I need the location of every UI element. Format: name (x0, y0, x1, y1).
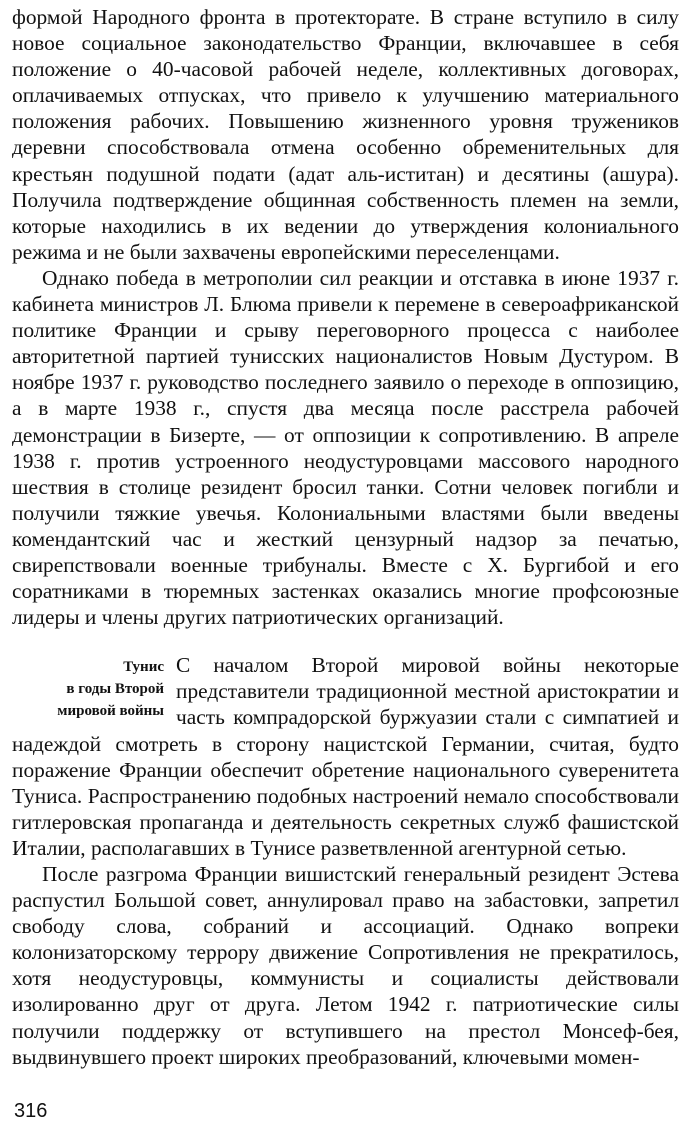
paragraph-4: После разгрома Франции вишистский генеральный резидент Эстева распустил Большой совет, аннулировал право на забастовки, запретил свободу слова, собраний и ассоциаций. Однако вопреки колонизаторскому террору движение Сопротивления не прекратилось, хотя неодустуровцы, коммунисты и социалисты действовали изолированно друг от друга. Летом 1942 г. патриотические силы получили поддержку от вступившего на престол Монсеф-бея, выдвинувшего проект широких преобразований, ключевыми момен- (12, 862, 679, 1069)
page-number: 316 (14, 1100, 48, 1122)
section-tunisia-ww2 (12, 652, 679, 1070)
side-heading-line-2: в годы Второй (66, 681, 164, 698)
side-heading (12, 656, 164, 722)
page-body (12, 4, 679, 1070)
paragraph-1: формой Народного фронта в протекторате. В стране вступило в силу новое социальное законодательство Франции, включавшее в себя положение о 40-часовой рабочей неделе, коллективных договорах, оплачиваемых отпусках, что привело к улучшению материального положения рабочих. Повышению жизненного уровня тружеников деревни способствовала отмена особенно обременительных для крестьян подушной подати (адат аль-иститан) и десятины (ашура). Получила подтверждение общинная собственность племен на земли, которые находились в их ведении до утверждения колониального режима и не были захвачены европейскими переселенцами. (12, 5, 679, 264)
paragraph-3: С началом Второй мировой войны некоторые представители традиционной местной аристократии и часть компрадорской буржуазии стали с симпатией и надеждой смотреть в сторону нацистской Германии, считая, будто поражение Франции обеспечит обретение национального суверенитета Туниса. Распространению подобных настроений немало способствовали гитлеровская пропаганда и деятельность секретных служб фашистской Италии, располагавших в Тунисе разветвленной агентурной сетью. (12, 653, 679, 860)
side-heading-line-3: мировой войны (57, 703, 164, 720)
paragraph-2: Однако победа в метрополии сил реакции и отставка в июне 1937 г. кабинета министров Л. Блюма привели к перемене в североафриканской политике Франции и срыву переговорного процесса с наиболее авторитетной партией тунисских националистов Новым Дустуром. В ноябре 1937 г. руководство последнего заявило о переходе в оппозицию, а в марте 1938 г., спустя два месяца после расстрела рабочей демонстрации в Бизерте, — от оппозиции к сопротивлению. В апреле 1938 г. против устроенного неодустуровцами массового народного шествия в столице резидент бросил танки. Сотни человек погибли и получили тяжкие увечья. Колониальными властями были введены комендантский час и жесткий цензурный надзор за печатью, свирепствовали военные трибуналы. Вместе с Х. Бургибой и его соратниками в тюремных застенках оказались многие профсоюзные лидеры и члены других патриотических организаций. (12, 265, 679, 630)
side-heading-line-1: Тунис (123, 659, 164, 676)
